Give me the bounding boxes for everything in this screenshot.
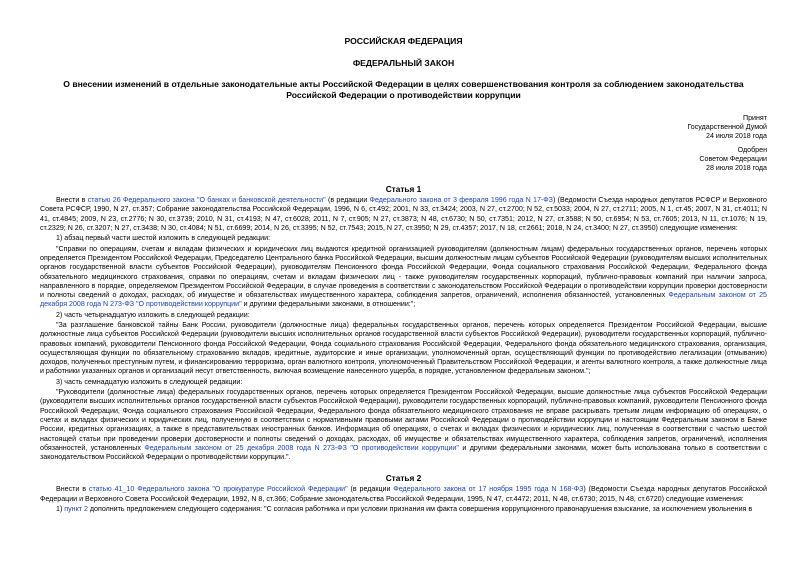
text-fragment: дополнить предложением следующего содержания: "С согласия работника и при условии признания им факта совершения коррупционного правонарушения взыскание, за исключением увольнения в [87, 505, 753, 514]
prosecutor-law-article-link[interactable]: статью 41_10 Федерального закона "О прокуратуре Российской Федерации" [88, 485, 348, 494]
article-1-intro [40, 196, 767, 233]
adoption-line: Принят [742, 114, 767, 122]
text-fragment: Внести в [56, 196, 88, 205]
adoption-block [40, 114, 767, 173]
adoption-line: Государственной Думой [687, 123, 767, 132]
article-1-heading: Статья 1 [385, 184, 422, 195]
article-1-item-2: 2) часть четырнадцатую изложить в следующей редакции: [56, 310, 250, 319]
federal-law-168fz-link[interactable]: Федерального закона от 17 ноября 1995 года N 168-ФЗ [393, 485, 584, 494]
text-fragment: "Руководители (должностные лица) федеральных государственных органов, перечень которых определяется Президентом Российской Федерации, высшие должностные лица субъектов Российской Федерации (руководители высших исполнительных органов государственной власти субъектов Российской Федерации), руководители государственных корпораций, публично-правовых компаний, руководители Пенсионного фонда Российской Федерации, Фонда социального страхования Российской Федерации, Федерального фонда обязательного медицинского страхования не вправе раскрывать третьим лицам информацию об операциях, о счетах и вкладах физических и юридических лиц, полученную в соответствии с нормативными правовыми актами Российской Федерации о противодействии коррупции и настоящим Федеральным законом в Банке России, кредитных организациях, а также в представительствах иностранных банков. Информация об операциях, о счетах и вкладах физических и юридических лиц, полученная в соответствии с частью шестой настоящей статьи при проведении проверки достоверности и полноты сведений о доходах, расходах, об имуществе и обязательствах имущественного характера, соблюдения запретов, ограничений, исполнения обязанностей, установленных [40, 388, 767, 452]
text-fragment: (в редакции [347, 485, 394, 494]
anticorruption-law-link[interactable]: Федеральным законом от 25 декабря 2008 года N 273-ФЗ "О противодействии коррупции" [40, 291, 767, 309]
article-1-quote-3 [40, 388, 767, 462]
text-fragment: ) (Ведомости Съезда народных депутатов Российской Федерации и Верховного Совета Российской Федерации, 1992, N 8, ст.366; Собрание законодательства Российской Федерации, 1995, N 47, ст.4472; 2011, N 48, ст.6730; 2015, N 48, ст.6720) следующие изменения: [40, 485, 767, 503]
country-heading: РОССИЙСКАЯ ФЕДЕРАЦИЯ [344, 36, 463, 46]
article-2-intro [40, 485, 767, 504]
adoption-date: 24 июля 2018 года [706, 132, 767, 141]
approval-date: 28 июля 2018 года [706, 163, 767, 172]
law-title: О внесении изменений в отдельные законодательные акты Российской Федерации в целях совершенствования контроля за соблюдением законодательства Российской Федерации о противодействии коррупции [63, 79, 744, 100]
approval-line: Одобрен [737, 145, 767, 154]
article-1-item-1: 1) абзац первый части шестой изложить в следующей редакции: [56, 234, 271, 243]
point-2-link[interactable]: пункт 2 [64, 505, 88, 514]
text-fragment: 1) [56, 505, 65, 514]
article-1-item-3: 3) часть семнадцатую изложить в следующей редакции: [56, 377, 243, 386]
text-fragment: Внести в [56, 485, 89, 494]
article-2-heading: Статья 2 [385, 473, 422, 484]
banking-law-article-link[interactable]: статью 26 Федерального закона "О банках и банковской деятельности" [87, 196, 326, 205]
anticorruption-law-link[interactable]: Федеральным законом от 25 декабря 2008 года N 273-ФЗ "О противодействии коррупции" [144, 443, 459, 452]
approval-line: Советом Федерации [699, 154, 767, 163]
article-1-quote-1 [40, 245, 767, 310]
text-fragment: и другими федеральными законами, в отношении:"; [241, 300, 416, 309]
text-fragment: (в редакции [325, 196, 370, 205]
text-fragment: ) (Ведомости Съезда народных депутатов РСФСР и Верховного Совета РСФСР, 1990, N 27, ст.357; Собрание законодательства Российской Федерации, 1996, N 6, ст.492; 2001, N 33, ст.3424; 2003, N 27, ст.2700; N 52, ст.5033; 2004, N 27, ст.2711; 2005, N 1, ст.45; 2007, N 31, ст.4011; N 41, ст.4845; 2009, N 23, ст.2776; N 30, ст.3739; 2010, N 31, ст.4193; N 47, ст.6028; 2011, N 7, ст.905; N 27, ст.3873; N 48, ст.6730; N 50, ст.7351; 2012, N 27, ст.3588; N 50, ст.6954; N 53, ст.7605; 2013, N 11, ст.1076; N 19, ст.2329; N 26, ст.3207; N 27, ст.3438; N 30, ст.4084; N 51, ст.6699; 2014, N 26, ст.3395; N 52, ст.7543; 2015, N 27, ст.3950; N 29, ст.4357; 2017, N 18, ст.2661; 2018, N 24, ст.3400; N 27, ст.3950) следующие изменения: [40, 196, 767, 233]
federal-law-17fz-link[interactable]: Федерального закона от 3 февраля 1996 года N 17-ФЗ [369, 196, 553, 205]
document-type-heading: ФЕДЕРАЛЬНЫЙ ЗАКОН [352, 58, 455, 68]
article-1-quote-2: "За разглашение банковской тайны Банк России, руководители (должностные лица) федеральных государственных органов, перечень которых определяется Президентом Российской Федерации, высшие должностные лица субъектов Российской Федерации (руководители высших исполнительных органов государственной власти субъектов Российской Федерации), руководители государственных корпораций, публично-правовых компаний, руководители Пенсионного фонда Российской Федерации, Фонда социального страхования Российской Федерации, Федерального фонда обязательного медицинского страхования, организация, осуществляющая функции по обязательному страхованию вкладов, кредитные, аудиторские и иные организации, уполномоченный орган, осуществляющий функции по противодействию легализации (отмыванию) доходов, полученных преступным путем, и финансированию терроризма, орган валютного контроля, уполномоченный Правительством Российской Федерации, и агенты валютного контроля, а также должностные лица и работники указанных органов и организаций несут ответственность, включая возмещение нанесенного ущерба, в порядке, установленном федеральным законом."; [40, 320, 767, 376]
article-2-item-1 [40, 505, 767, 514]
text-fragment: "Справки по операциям, счетам и вкладам физических и юридических лиц выдаются кредитной организацией руководителям (должностным лицам) федеральных государственных органов, перечень которых определяется Президентом Российской Федерации, Председателю Центрального банка Российской Федерации, высшим должностным лицам субъектов Российской Федерации (руководителям высших исполнительных органов государственной власти субъектов Российской Федерации), руководителям Пенсионного фонда Российской Федерации, Фонда социального страхования Российской Федерации, Федерального фонда обязательного медицинского страхования, справки по операциям, счетам и вкладам физических лиц - также руководителям государственных корпораций, публично-правовых компаний при наличии запроса, направленного в порядке, определяемом Президентом Российской Федерации, в случае проведения в соответствии с законодательством Российской Федерации о противодействии коррупции проверки достоверности и полноты сведений о доходах, расходах, об имуществе и обязательствах имущественного характера, соблюдения запретов, ограничений, исполнения обязанностей, установленных [40, 244, 767, 300]
text-fragment: и другими федеральными законами, может быть использована только в соответствии с законодательством Российской Федерации о противодействии коррупции.". [40, 443, 768, 462]
